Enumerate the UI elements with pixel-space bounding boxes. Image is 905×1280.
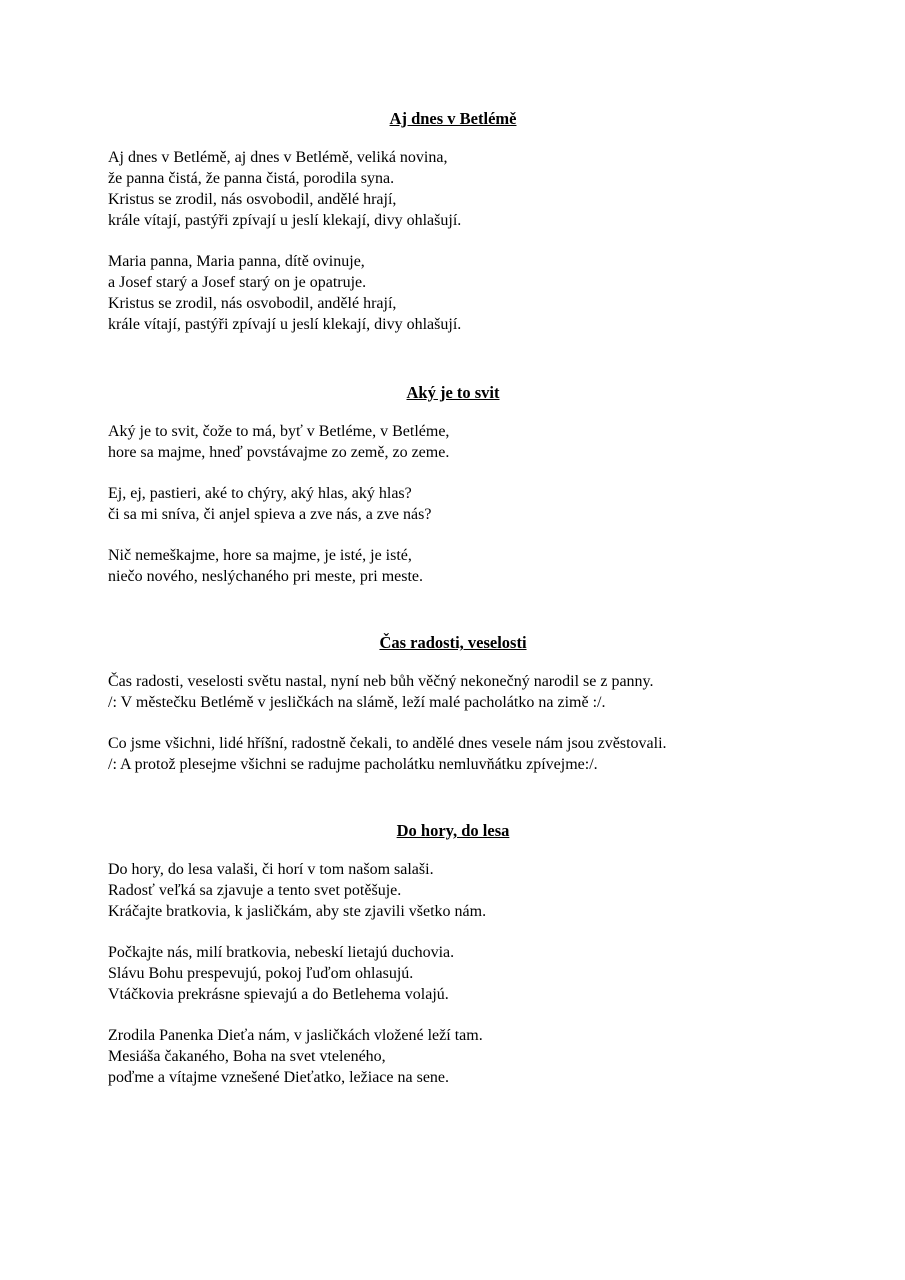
lyric-line: Zrodila Panenka Dieťa nám, v jasličkách vložené leží tam. [108, 1027, 483, 1044]
song-title: Čas radosti, veselosti [379, 633, 527, 652]
lyric-line: Slávu Bohu prespevujú, pokoj ľuďom ohlasujú. [108, 965, 414, 982]
lyric-line: Radosť veľká sa zjavuje a tento svet potěšuje. [108, 882, 402, 899]
lyric-line: krále vítají, pastýři zpívají u jeslí klekají, divy ohlašují. [108, 212, 462, 229]
lyric-line: Do hory, do lesa valaši, či horí v tom našom salaši. [108, 861, 434, 878]
lyric-line: Co jsme všichni, lidé hříšní, radostně čekali, to andělé dnes vesele nám jsou zvěstovali. [108, 735, 667, 752]
stanza [108, 671, 798, 713]
lyric-line: poďme a vítajme vznešené Dieťatko, ležiace na sene. [108, 1069, 450, 1086]
lyric-line: Počkajte nás, milí bratkovia, nebeskí lietajú duchovia. [108, 944, 455, 961]
lyric-line: Kristus se zrodil, nás osvobodil, andělé hrají, [108, 191, 397, 208]
stanza [108, 251, 798, 335]
stanza [108, 545, 798, 587]
song-aj-dnes-v-betleme [108, 108, 798, 355]
lyric-line: že panna čistá, že panna čistá, porodila syna. [108, 170, 395, 187]
lyric-line: Maria panna, Maria panna, dítě ovinuje, [108, 253, 365, 270]
lyric-line: hore sa majme, hneď povstávajme zo země, zo zeme. [108, 444, 450, 461]
lyric-line: Čas radosti, veselosti světu nastal, nyní neb bůh věčný nekonečný narodil se z panny. [108, 673, 654, 690]
stanza [108, 1025, 798, 1088]
lyric-line: Kristus se zrodil, nás osvobodil, andělé hrají, [108, 295, 397, 312]
lyric-line: /: A protož plesejme všichni se radujme pacholátku nemluvňátku zpívejme:/. [108, 756, 598, 773]
lyric-line: Mesiáša čakaného, Boha na svet vteleného, [108, 1048, 386, 1065]
lyric-line: Kráčajte bratkovia, k jasličkám, aby ste zjavili všetko nám. [108, 903, 487, 920]
lyric-line: a Josef starý a Josef starý on je opatruje. [108, 274, 367, 291]
song-title: Aký je to svit [406, 383, 500, 402]
lyric-line: Vtáčkovia prekrásne spievajú a do Betlehema volajú. [108, 986, 449, 1003]
song-do-hory-do-lesa [108, 820, 798, 1108]
stanza [108, 483, 798, 525]
lyric-line: či sa mi sníva, či anjel spieva a zve nás, a zve nás? [108, 506, 432, 523]
lyric-line: Aký je to svit, čože to má, byť v Betléme, v Betléme, [108, 423, 450, 440]
lyric-line: Ej, ej, pastieri, aké to chýry, aký hlas, aký hlas? [108, 485, 412, 502]
song-title: Aj dnes v Betlémě [389, 109, 517, 128]
song-title: Do hory, do lesa [396, 821, 510, 840]
lyric-line: Aj dnes v Betlémě, aj dnes v Betlémě, veliká novina, [108, 149, 448, 166]
lyric-line: krále vítají, pastýři zpívají u jeslí klekají, divy ohlašují. [108, 316, 462, 333]
stanza [108, 421, 798, 463]
stanza [108, 859, 798, 922]
stanza [108, 733, 798, 775]
stanza [108, 942, 798, 1005]
lyric-line: Nič nemeškajme, hore sa majme, je isté, je isté, [108, 547, 412, 564]
song-aky-je-to-svit [108, 382, 798, 607]
song-cas-radosti-veselosti [108, 632, 798, 795]
lyric-line: /: V městečku Betlémě v jesličkách na slámě, leží malé pacholátko na zimě :/. [108, 694, 606, 711]
lyric-line: niečo nového, neslýchaného pri meste, pri meste. [108, 568, 424, 585]
stanza [108, 147, 798, 231]
